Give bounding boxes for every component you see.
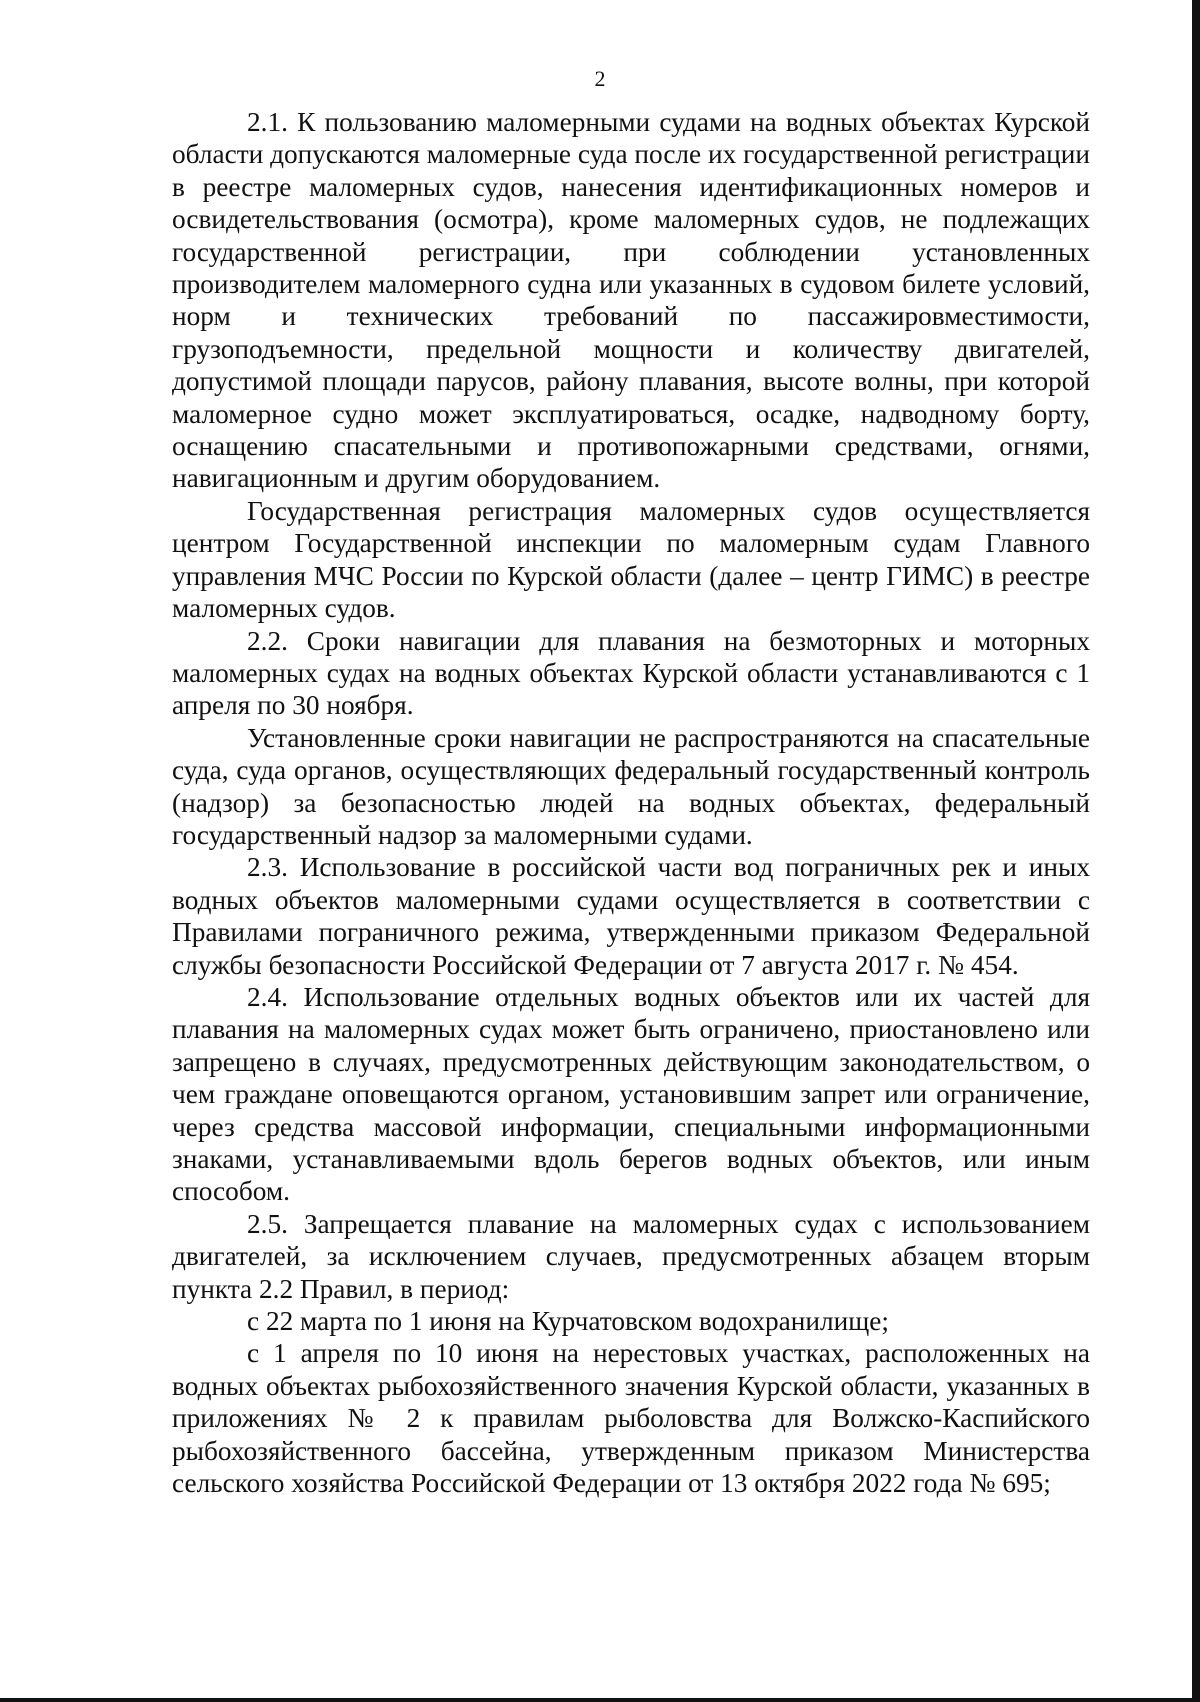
paragraph-navigation-exceptions: Установленные сроки навигации не распространяются на спасательные суда, суда органов, осуществляющих федеральный государственный контроль (надзор) за безопасностью людей на водных объектах, федеральный государственный надзор за маломерными судами. <box>172 722 1090 850</box>
paragraph-2-1: 2.1. К пользованию маломерными судами на водных объектах Курской области допускаются маломерные суда после их государственной регистрации в реестре маломерных судов, нанесения идентификационных номеров и освидетельствования (осмотра), кроме маломерных судов, не подлежащих государственной регистрации, при соблюдении установленных производителем маломерного судна или указанных в судовом билете условий, норм и технических требований по пассажировместимости, грузоподъемности, предельной мощности и количеству двигателей, допустимой площади парусов, району плавания, высоте волны, при которой маломерное судно может эксплуатироваться, осадке, надводному борту, оснащению спасательными и противопожарными средствами, огнями, навигационным и другим оборудованием. <box>172 107 1090 494</box>
document-body <box>172 106 1090 1499</box>
paragraph-2-5: 2.5. Запрещается плавание на маломерных судах с использованием двигателей, за исключением случаев, предусмотренных абзацем вторым пункта 2.2 Правил, в период: <box>172 1208 1090 1304</box>
paragraph-state-registration: Государственная регистрация маломерных судов осуществляется центром Государственной инспекции по маломерным судам Главного управления МЧС России по Курской области (далее – центр ГИМС) в реестре маломерных судов. <box>172 495 1090 624</box>
scan-edge-bottom <box>0 1698 1200 1702</box>
page-number: 2 <box>594 66 606 91</box>
paragraph-kurchatov-reservoir: с 22 марта по 1 июня на Курчатовском водохранилище; <box>247 1306 889 1337</box>
scan-edge-right <box>1192 0 1200 1702</box>
paragraph-2-3: 2.3. Использование в российской части вод пограничных рек и иных водных объектов маломерными судами осуществляется в соответствии с Правилами пограничного режима, утвержденными приказом Федеральной службы безопасности Российской Федерации от 7 августа 2017 г. № 454. <box>172 852 1090 980</box>
paragraph-spawning-areas: с 1 апреля по 10 июня на нерестовых участках, расположенных на водных объектах рыбохозяйственного значения Курской области, указанных в приложениях № 2 к правилам рыболовства для Волжско-Каспийского рыбохозяйственного бассейна, утвержденным приказом Министерства сельского хозяйства Российской Федерации от 13 октября 2022 года № 695; <box>172 1338 1090 1499</box>
paragraph-2-4: 2.4. Использование отдельных водных объектов или их частей для плавания на маломерных судах может быть ограничено, приостановлено или запрещено в случаях, предусмотренных действующим законодательством, о чем граждане оповещаются органом, установившим запрет или ограничение, через средства массовой информации, специальными информационными знаками, устанавливаемыми вдоль берегов водных объектов, или иным способом. <box>172 981 1090 1207</box>
paragraph-2-2: 2.2. Сроки навигации для плавания на безмоторных и моторных маломерных судах на водных объектах Курской области устанавливаются с 1 апреля по 30 ноября. <box>172 625 1090 721</box>
